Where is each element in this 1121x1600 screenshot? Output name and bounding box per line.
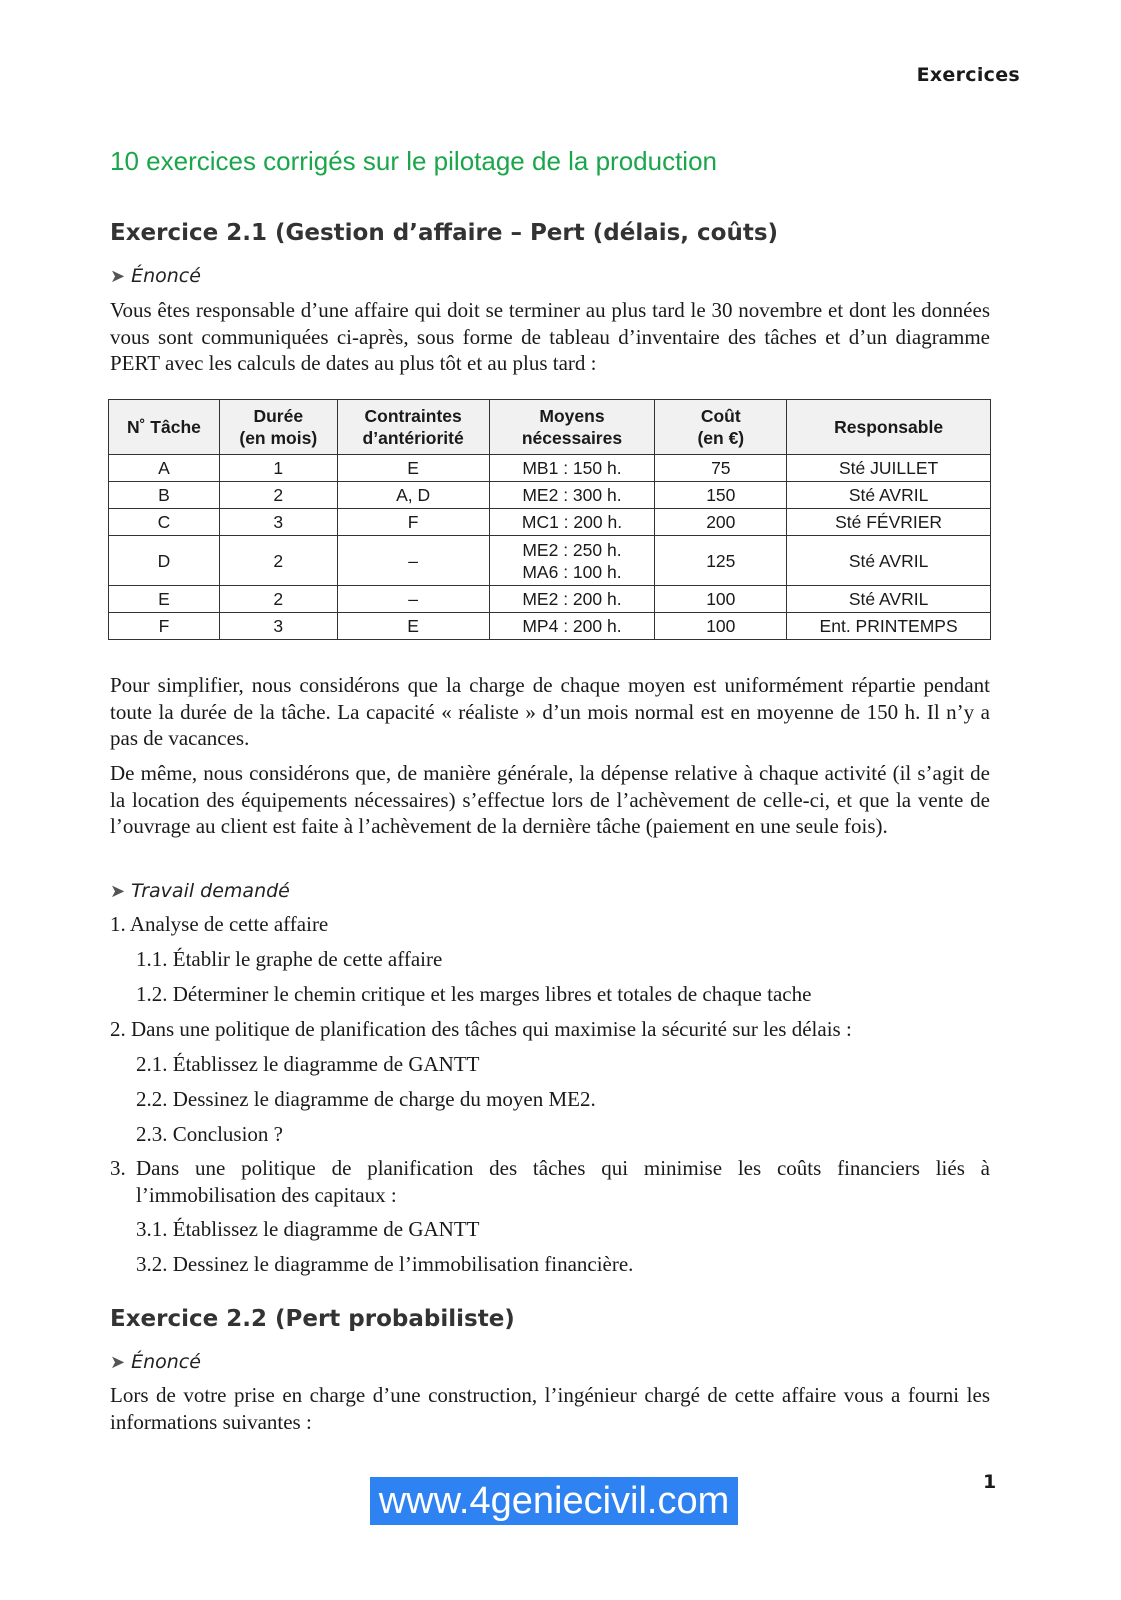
paragraph-expense-assumption: De même, nous considérons que, de manière générale, la dépense relative à chaque activité (il s’agit de la location des équipements nécessaires) s’effectue lors de l’achèvement de celle-ci, et que la vente de l’ouvrage au client est faite à l’achèvement de la dernière tâche (paiement en une seule fois). <box>110 761 990 838</box>
cell-task: C <box>109 509 220 536</box>
header-duration: Durée (en mois) <box>219 400 337 455</box>
enonce-label: Énoncé <box>131 1351 201 1373</box>
running-head: Exercices <box>916 64 1020 86</box>
question-2-2: 2.2. Dessinez le diagramme de charge du moyen ME2. <box>136 1087 596 1111</box>
exercise-2-2-heading: Exercice 2.2 (Pert probabiliste) <box>110 1306 515 1332</box>
arrow-right-icon: ➤ <box>110 1352 126 1373</box>
cell-constraints: E <box>337 455 489 482</box>
cell-duration: 2 <box>219 482 337 509</box>
cell-means: MB1 : 150 h. <box>489 455 655 482</box>
cell-cost: 200 <box>655 509 787 536</box>
cell-cost: 75 <box>655 455 787 482</box>
arrow-right-icon: ➤ <box>110 881 126 902</box>
cell-task: F <box>109 613 220 640</box>
question-2-1: 2.1. Établissez le diagramme de GANTT <box>136 1052 480 1076</box>
cell-duration: 3 <box>219 613 337 640</box>
watermark-url-link[interactable]: www.4geniecivil.com <box>370 1477 738 1525</box>
cell-constraints: F <box>337 509 489 536</box>
cell-responsible: Sté JUILLET <box>787 455 991 482</box>
cell-duration: 3 <box>219 509 337 536</box>
question-1: 1. Analyse de cette affaire <box>110 912 329 936</box>
cell-constraints: – <box>337 586 489 613</box>
cell-constraints: A, D <box>337 482 489 509</box>
table-row <box>109 482 991 509</box>
cell-cost: 100 <box>655 613 787 640</box>
table-row <box>109 509 991 536</box>
cell-cost: 125 <box>655 536 787 586</box>
page-number: 1 <box>983 1471 997 1493</box>
exercise-2-2-intro: Lors de votre prise en charge d’une construction, l’ingénieur chargé de cette affaire vous a fourni les informations suivantes : <box>110 1383 990 1434</box>
task-inventory-table <box>108 399 991 640</box>
table-header-row <box>109 400 991 455</box>
cell-means: MP4 : 200 h. <box>489 613 655 640</box>
cell-means: ME2 : 200 h. <box>489 586 655 613</box>
cell-constraints: – <box>337 536 489 586</box>
cell-duration: 2 <box>219 536 337 586</box>
cell-cost: 100 <box>655 586 787 613</box>
cell-task: B <box>109 482 220 509</box>
cell-means: ME2 : 250 h. MA6 : 100 h. <box>489 536 655 586</box>
cell-constraints: E <box>337 613 489 640</box>
exercise-2-1-heading: Exercice 2.1 (Gestion d’affaire – Pert (délais, coûts) <box>110 220 779 246</box>
intro-paragraph: Vous êtes responsable d’une affaire qui doit se terminer au plus tard le 30 novembre et dont les données vous sont communiquées ci-après, sous forme de tableau d’inventaire des tâches et d’un diagramme PERT avec les calculs de dates au plus tôt et au plus tard : <box>110 298 990 375</box>
cell-duration: 1 <box>219 455 337 482</box>
paragraph-load-assumption: Pour simplifier, nous considérons que la charge de chaque moyen est uniformément répartie pendant toute la durée de la tâche. La capacité « réaliste » d’un mois normal est en moyenne de 150 h. Il n’y a pas de vacances. <box>110 673 990 750</box>
cell-responsible: Sté AVRIL <box>787 536 991 586</box>
cell-responsible: Ent. PRINTEMPS <box>787 613 991 640</box>
cell-responsible: Sté AVRIL <box>787 586 991 613</box>
header-responsible: Responsable <box>787 400 991 455</box>
cell-responsible: Sté FÉVRIER <box>787 509 991 536</box>
enonce-label: Énoncé <box>131 265 201 287</box>
cell-means: MC1 : 200 h. <box>489 509 655 536</box>
header-means: Moyens nécessaires <box>489 400 655 455</box>
table-row <box>109 536 991 586</box>
header-task: N˚ Tâche <box>109 400 220 455</box>
cell-cost: 150 <box>655 482 787 509</box>
question-2-3: 2.3. Conclusion ? <box>136 1122 283 1146</box>
cell-duration: 2 <box>219 586 337 613</box>
arrow-right-icon: ➤ <box>110 266 126 287</box>
question-3-1: 3.1. Établissez le diagramme de GANTT <box>136 1217 480 1241</box>
table-row <box>109 613 991 640</box>
header-cost: Coût (en €) <box>655 400 787 455</box>
question-3: 3. Dans une politique de planification des tâches qui minimise les coûts financiers liés à l’immobilisation des capitaux : <box>110 1156 990 1207</box>
question-1-2: 1.2. Déterminer le chemin critique et les marges libres et totales de chaque tache <box>136 982 812 1006</box>
question-2: 2. Dans une politique de planification des tâches qui maximise la sécurité sur les délais : <box>110 1017 852 1041</box>
chapter-title: 10 exercices corrigés sur le pilotage de la production <box>110 146 718 176</box>
cell-task: E <box>109 586 220 613</box>
travail-label: Travail demandé <box>131 880 290 902</box>
header-constraints: Contraintes d’antériorité <box>337 400 489 455</box>
travail-subheading <box>110 880 290 902</box>
cell-task: D <box>109 536 220 586</box>
cell-means: ME2 : 300 h. <box>489 482 655 509</box>
question-3-2: 3.2. Dessinez le diagramme de l’immobilisation financière. <box>136 1252 634 1276</box>
table-row <box>109 455 991 482</box>
question-1-1: 1.1. Établir le graphe de cette affaire <box>136 947 443 971</box>
enonce-subheading-2 <box>110 1351 201 1373</box>
table-row <box>109 586 991 613</box>
cell-responsible: Sté AVRIL <box>787 482 991 509</box>
cell-task: A <box>109 455 220 482</box>
enonce-subheading <box>110 265 201 287</box>
